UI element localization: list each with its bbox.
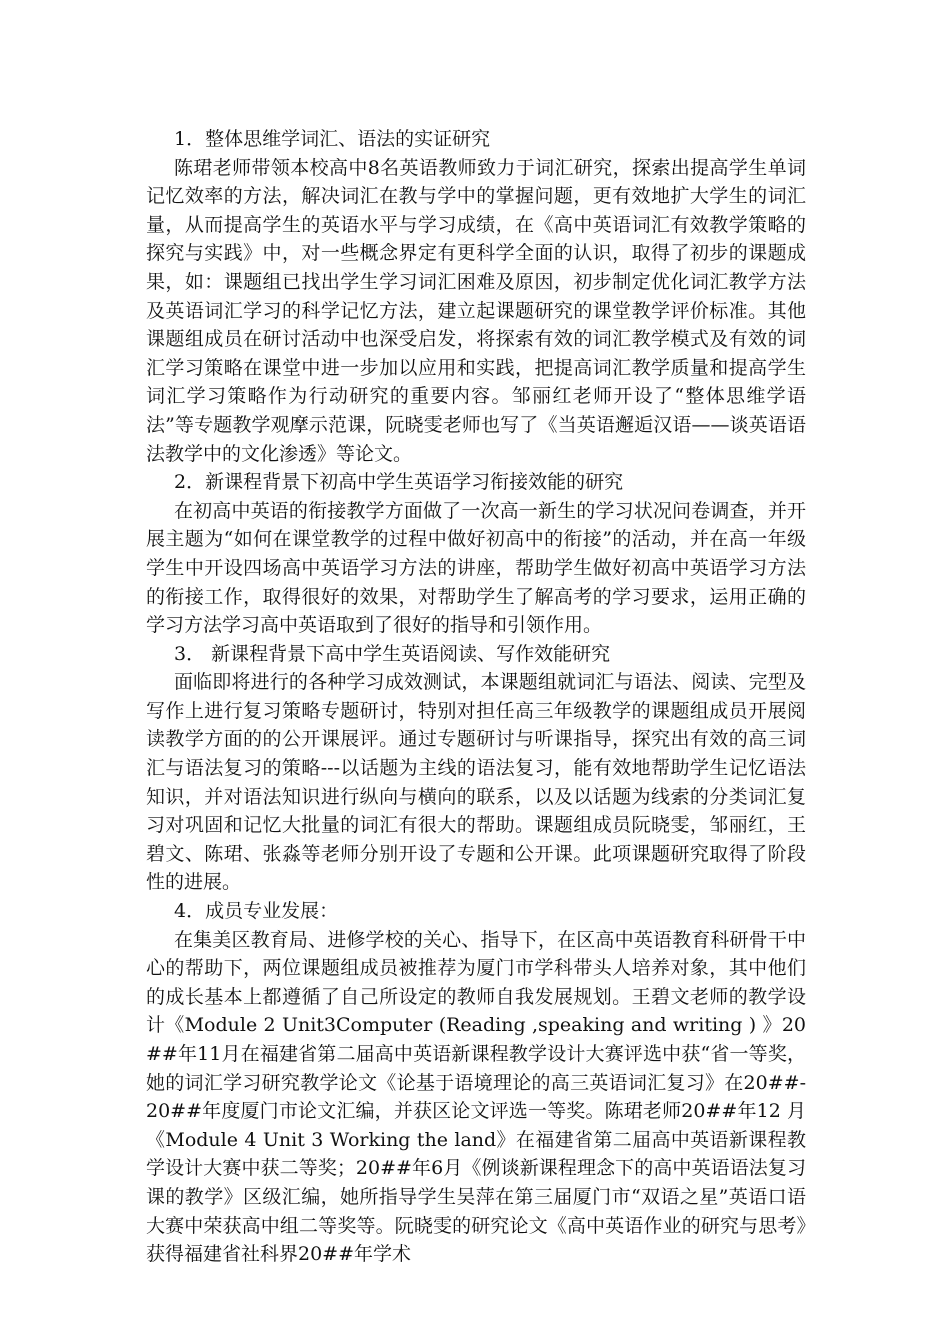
- section-2-heading: 2．新课程背景下初高中学生英语学习衔接效能的研究: [174, 471, 624, 494]
- section-3-heading: 3． 新课程背景下高中学生英语阅读、写作效能研究: [174, 642, 611, 665]
- section-1-body: 陈珺老师带领本校高中8名英语教师致力于词汇研究，探索出提高学生单词记忆效率的方法，解决词汇在教与学中的掌握问题，更有效地扩大学生的词汇量，从而提高学生的英语水平与学习成绩，在《高中英语词汇有效教学策略的探究与实践》中，对一些概念界定有更科学全面的认识，取得了初步的课题成果，如：课题组已找出学生学习词汇困难及原因，初步制定优化词汇教学方法及英语词汇学习的科学记忆方法，建立起课题研究的课堂教学评价标准。其他课题组成员在研讨活动中也深受启发，将探索有效的词汇教学模式及有效的词汇学习策略在课堂中进一步加以应用和实践，把提高词汇教学质量和提高学生词汇学习策略作为行动研究的重要内容。邹丽红老师开设了“整体思维学语法”等专题教学观摩示范课，阮晓雯老师也写了《当英语邂逅汉语——谈英语语法教学中的文化渗透》等论文。: [146, 156, 806, 465]
- section-3-body: 面临即将进行的各种学习成效测试，本课题组就词汇与语法、阅读、完型及写作上进行复习策略专题研讨，特别对担任高三年级教学的课题组成员开展阅读教学方面的的公开课展评。通过专题研讨与听课指导，探究出有效的高三词汇与语法复习的策略---以话题为主线的语法复习，能有效地帮助学生记忆语法知识，并对语法知识进行纵向与横向的联系，以及以话题为线索的分类词汇复习对巩固和记忆大批量的词汇有很大的帮助。课题组成员阮晓雯，邹丽红，王碧文、陈珺、张淼等老师分别开设了专题和公开课。此项课题研究取得了阶段性的进展。: [146, 671, 806, 894]
- section-2-body: 在初高中英语的衔接教学方面做了一次高一新生的学习状况问卷调查，并开展主题为“如何在课堂教学的过程中做好初高中的衔接”的活动，并在高一年级学生中开设四场高中英语学习方法的讲座，帮助学生做好初高中英语学习方法的衔接工作，取得很好的效果，对帮助学生了解高考的学习要求，运用正确的学习方法学习高中英语取到了很好的指导和引领作用。: [146, 499, 806, 637]
- section-4-heading: 4．成员专业发展：: [174, 900, 339, 923]
- document-page: [146, 125, 806, 1269]
- section-1-heading: 1．整体思维学词汇、语法的实证研究: [174, 128, 491, 150]
- section-4-body: 在集美区教育局、进修学校的关心、指导下，在区高中英语教育科研骨干中心的帮助下，两位课题组成员被推荐为厦门市学科带头人培养对象，其中他们的成长基本上都遵循了自己所设定的教师自我发展规划。王碧文老师的教学设计《Module 2 Unit3Computer (Reading ,speaking and writing ) 》20##年11月在福建省第二届高中英语新课程教学设计大赛评选中获“省一等奖，她的词汇学习研究教学论文《论基于语境理论的高三英语词汇复习》在20##-20##年度厦门市论文汇编，并获区论文评选一等奖。陈珺老师20##年12 月《Module 4 Unit 3 Working the land》在福建省第二届高中英语新课程教学设计大赛中获二等奖；20##年6月《例谈新课程理念下的高中英语语法复习课的教学》区级汇编，她所指导学生吴萍在第三届厦门市“双语之星”英语口语大赛中荣获高中组二等奖等。阮晓雯的研究论文《高中英语作业的研究与思考》获得福建省社科界20##年学术: [146, 928, 806, 1266]
